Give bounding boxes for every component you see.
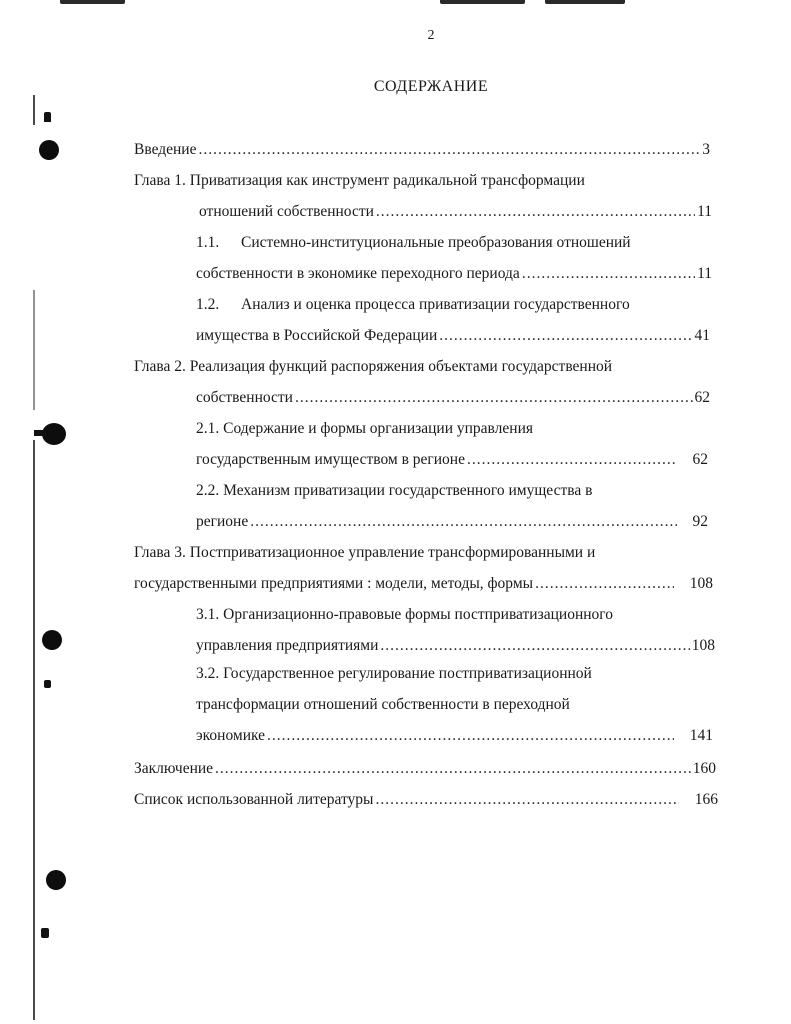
binding-edge (33, 95, 35, 125)
leader-dots (376, 201, 695, 223)
toc-entry-text: Введение (134, 141, 197, 158)
toc-title: СОДЕРЖАНИЕ (373, 78, 489, 95)
binding-edge (33, 290, 35, 410)
leader-dots (267, 725, 674, 747)
toc-entry-text: Анализ и оценка процесса приватизации государственного (241, 296, 630, 313)
leader-dots (380, 635, 689, 657)
toc-chapter-3-entry (134, 573, 713, 595)
toc-entry-text: экономике (196, 727, 266, 744)
toc-section-3-2-title-cont: трансформации отношений собственности в переходной (196, 696, 570, 713)
toc-section-2-1-title: 2.1. Содержание и формы организации управления (196, 420, 534, 437)
toc-section-2-1-entry (196, 449, 708, 471)
scan-artifact-top (60, 0, 125, 4)
toc-entry-text: управления предприятиями (196, 637, 379, 654)
leader-dots (535, 573, 674, 595)
toc-page-number: 3 (702, 141, 710, 158)
toc-page-number: 62 (692, 451, 708, 468)
toc-section-number: 1.1. (196, 234, 220, 251)
scan-artifact-mark (41, 928, 49, 938)
toc-entry-conclusion (134, 758, 716, 780)
toc-chapter-1-entry (199, 201, 712, 223)
toc-section-1-1-entry (196, 263, 712, 285)
leader-dots (250, 511, 676, 533)
toc-page-number: 41 (694, 327, 710, 344)
leader-dots (522, 263, 695, 285)
binding-edge (33, 440, 35, 1020)
toc-entry-text: Системно-институциональные преобразования отношений (241, 234, 631, 251)
toc-entry-text: Заключение (134, 760, 214, 777)
leader-dots (198, 139, 700, 161)
toc-entry-text: собственности (196, 389, 293, 406)
leader-dots (467, 449, 677, 471)
toc-entry-text: имущества в Российской Федерации (196, 327, 438, 344)
toc-chapter-2-title: Глава 2. Реализация функций распоряжения объектами государственной (134, 358, 613, 375)
toc-entry-text: государственными предприятиями : модели, методы, формы (134, 575, 534, 592)
scan-artifact-mark (44, 112, 51, 122)
toc-page-number: 108 (691, 637, 715, 654)
scan-artifact-top (545, 0, 625, 4)
toc-entry-bibliography (134, 789, 718, 811)
toc-page-number: 11 (697, 265, 712, 282)
scan-artifact-mark (44, 680, 51, 688)
toc-section-1-2-entry (196, 325, 710, 347)
punch-hole (46, 870, 66, 890)
punch-hole (42, 630, 62, 650)
toc-entry-text: собственности в экономике переходного периода (196, 265, 520, 282)
toc-section-3-2-entry (196, 725, 713, 747)
toc-chapter-1-title: Глава 1. Приватизация как инструмент радикальной трансформации (134, 172, 585, 189)
leader-dots (439, 325, 692, 347)
toc-entry-text: отношений собственности (199, 203, 374, 220)
leader-dots (375, 789, 678, 811)
leader-dots (215, 758, 691, 780)
scan-artifact-top (440, 0, 525, 4)
toc-page-number: 108 (689, 575, 713, 592)
punch-hole (39, 140, 59, 160)
toc-page-number: 11 (697, 203, 712, 220)
scan-artifact-mark (34, 430, 46, 436)
toc-section-2-2-entry (196, 511, 708, 533)
toc-chapter-2-entry (196, 387, 710, 409)
page-number: 2 (427, 28, 435, 43)
toc-page-number: 166 (694, 791, 718, 808)
toc-section-number: 1.2. (196, 296, 220, 313)
toc-section-1-1-title (196, 232, 631, 254)
toc-section-1-2-title (196, 294, 630, 316)
toc-section-3-1-title: 3.1. Организационно-правовые формы постприватизационного (196, 606, 614, 623)
toc-entry-intro (134, 139, 710, 161)
toc-entry-text: государственным имуществом в регионе (196, 451, 465, 468)
toc-section-3-2-title: 3.2. Государственное регулирование постприватизационной (196, 665, 592, 682)
toc-entry-text: Список использованной литературы (134, 791, 374, 808)
toc-page-number: 92 (692, 513, 708, 530)
toc-section-2-2-title: 2.2. Механизм приватизации государственного имущества в (196, 482, 593, 499)
toc-page-number: 62 (694, 389, 710, 406)
toc-entry-text: регионе (196, 513, 249, 530)
leader-dots (295, 387, 693, 409)
toc-page-number: 160 (692, 760, 716, 777)
toc-page-number: 141 (689, 727, 713, 744)
toc-section-3-1-entry (196, 635, 715, 657)
toc-chapter-3-title: Глава 3. Постприватизационное управление трансформированными и (134, 544, 596, 561)
